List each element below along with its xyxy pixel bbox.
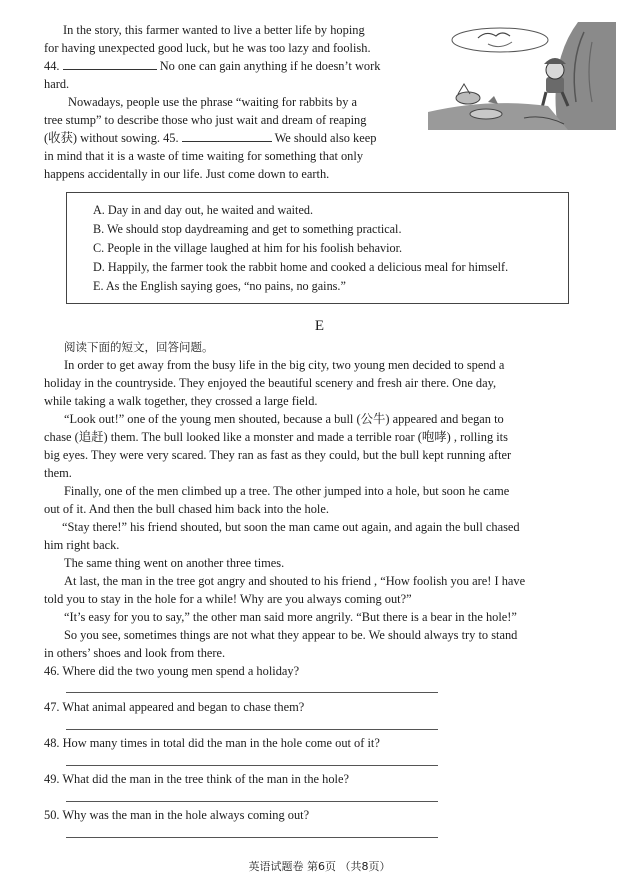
passage-line: told you to stay in the hole for a while! Why are you always coming out?” xyxy=(44,592,412,606)
passage-line: The same thing went on another three times. xyxy=(64,556,285,570)
passage-line: “It’s easy for you to say,” the other man said more angrily. “But there is a bear in the hole!” xyxy=(64,610,517,624)
paragraph-line: tree stump” to describe those who just wait and dream of reaping xyxy=(44,113,367,127)
passage-line: “Look out!” one of the young men shouted, because a bull (公牛) appeared and began to xyxy=(64,412,504,426)
paragraph-line-45 xyxy=(44,130,376,146)
option-a: A. Day in and day out, he waited and waited. xyxy=(93,203,313,217)
passage-line: chase (追赶) them. The bull looked like a monster and made a terrible roar (咆哮) , rolling its xyxy=(44,430,508,444)
answer-line-46[interactable] xyxy=(66,692,438,693)
passage-line: him right back. xyxy=(44,538,120,552)
answer-line-50[interactable] xyxy=(66,837,438,838)
question-49: 49. What did the man in the tree think of the man in the hole? xyxy=(44,772,349,786)
paragraph-line: for having unexpected good luck, but he was too lazy and foolish. xyxy=(44,41,371,55)
options-box xyxy=(66,192,569,304)
passage-line: Finally, one of the men climbed up a tree. The other jumped into a hole, but soon he came xyxy=(64,484,510,498)
question-number-44: 44. xyxy=(44,59,60,73)
answer-line-47[interactable] xyxy=(66,729,438,730)
question-48: 48. How many times in total did the man in the hole come out of it? xyxy=(44,736,380,750)
paragraph-line-44 xyxy=(44,58,380,74)
passage-line: holiday in the countryside. They enjoyed the beautiful scenery and fresh air there. One day, xyxy=(44,376,497,390)
paragraph-line: Nowadays, people use the phrase “waiting for rabbits by a xyxy=(68,95,358,109)
passage-line: big eyes. They were very scared. They ran as fast as they could, but the bull kept running after xyxy=(44,448,512,462)
farmer-illustration xyxy=(428,22,616,130)
passage-line: “Stay there!” his friend shouted, but soon the man came out again, and again the bull chased xyxy=(62,520,520,534)
passage-line: In order to get away from the busy life in the big city, two young men decided to spend a xyxy=(64,358,505,372)
paragraph-line: happens accidentally in our life. Just come down to earth. xyxy=(44,167,330,181)
answer-line-49[interactable] xyxy=(66,801,438,802)
passage-line: At last, the man in the tree got angry and shouted to his friend , “How foolish you are! I have xyxy=(64,574,526,588)
section-heading: E xyxy=(314,318,325,334)
answer-blank-45[interactable] xyxy=(182,130,272,142)
answer-line-48[interactable] xyxy=(66,765,438,766)
option-e: E. As the English saying goes, “no pains, no gains.” xyxy=(93,279,346,293)
passage-line: out of it. And then the bull chased him back into the hole. xyxy=(44,502,329,516)
option-b: B. We should stop daydreaming and get to something practical. xyxy=(93,222,402,236)
passage-line: while taking a walk together, they crossed a large field. xyxy=(44,394,318,408)
paragraph-line: in mind that it is a waste of time waiting for something that only xyxy=(44,149,364,163)
paragraph-line: hard. xyxy=(44,77,70,91)
paragraph-text: (收获) without sowing. 45. xyxy=(44,131,179,145)
question-46: 46. Where did the two young men spend a holiday? xyxy=(44,664,300,678)
paragraph-line: In the story, this farmer wanted to live a better life by hoping xyxy=(63,23,365,37)
paragraph-text: We should also keep xyxy=(274,131,377,145)
question-47: 47. What animal appeared and began to chase them? xyxy=(44,700,305,714)
section-instruction: 阅读下面的短文，回答问题。 xyxy=(64,340,214,354)
option-c: C. People in the village laughed at him for his foolish behavior. xyxy=(93,241,403,255)
passage-line: in others’ shoes and look from there. xyxy=(44,646,226,660)
option-d: D. Happily, the farmer took the rabbit home and cooked a delicious meal for himself. xyxy=(93,260,509,274)
paragraph-text: No one can gain anything if he doesn’t work xyxy=(159,59,381,73)
page-footer: 英语试题卷 第6页 （共8页） xyxy=(248,860,391,873)
answer-blank-44[interactable] xyxy=(63,58,157,70)
question-50: 50. Why was the man in the hole always coming out? xyxy=(44,808,310,822)
passage-line: them. xyxy=(44,466,72,480)
passage-line: So you see, sometimes things are not what they appear to be. We should always try to stand xyxy=(64,628,518,642)
